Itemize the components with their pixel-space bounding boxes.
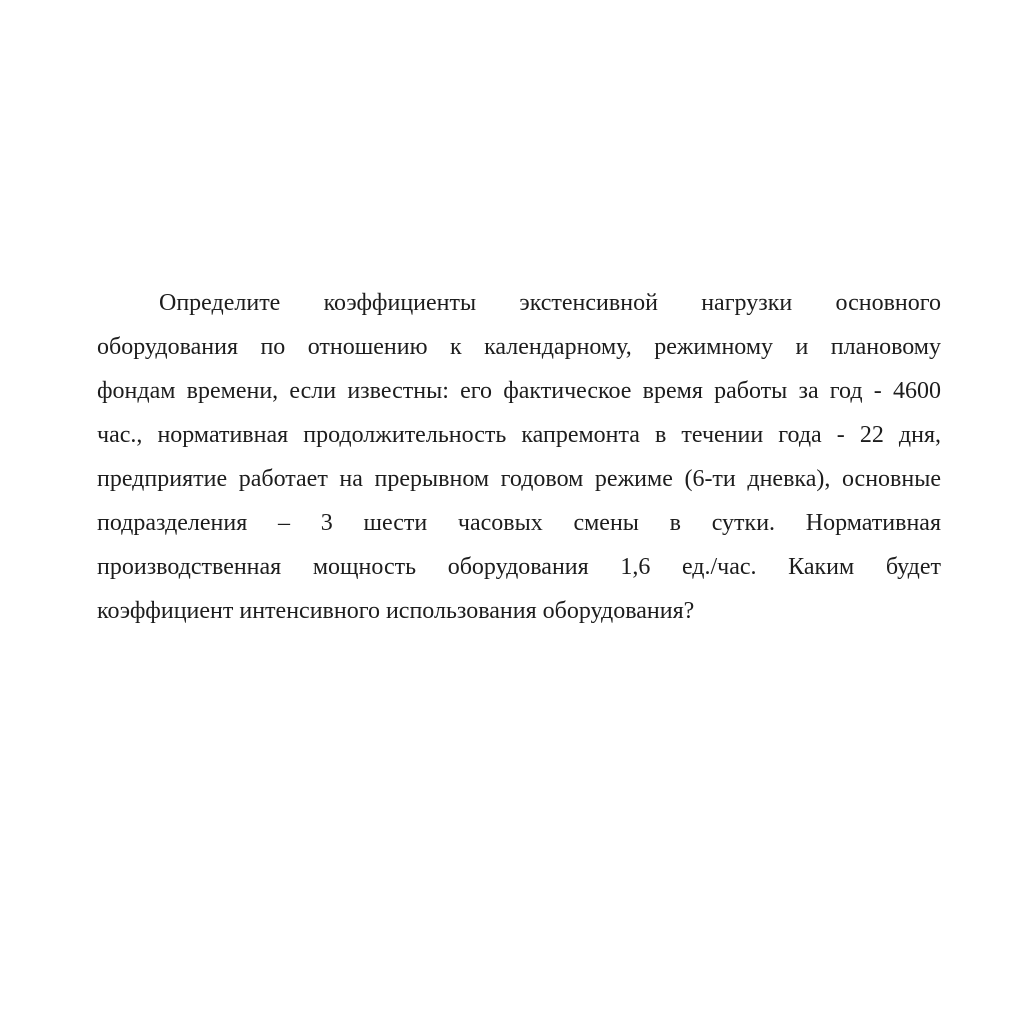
paragraph-line: предприятие работает на прерывном годовом режиме (6-ти дневка), основные	[97, 466, 941, 492]
paragraph-line: производственная мощность оборудования 1,6 ед./час. Каким будет	[97, 554, 941, 580]
paragraph-line: Определите коэффициенты экстенсивной нагрузки основного	[159, 290, 941, 316]
problem-statement-paragraph	[97, 281, 941, 633]
paragraph-line: час., нормативная продолжительность капремонта в течении года - 22 дня,	[97, 422, 941, 448]
paragraph-line: фондам времени, если известны: его фактическое время работы за год - 4600	[97, 378, 941, 404]
paragraph-line: подразделения – 3 шести часовых смены в сутки. Нормативная	[97, 510, 941, 536]
paragraph-line: коэффициент интенсивного использования оборудования?	[97, 598, 695, 624]
paragraph-line: оборудования по отношению к календарному, режимному и плановому	[97, 334, 941, 360]
